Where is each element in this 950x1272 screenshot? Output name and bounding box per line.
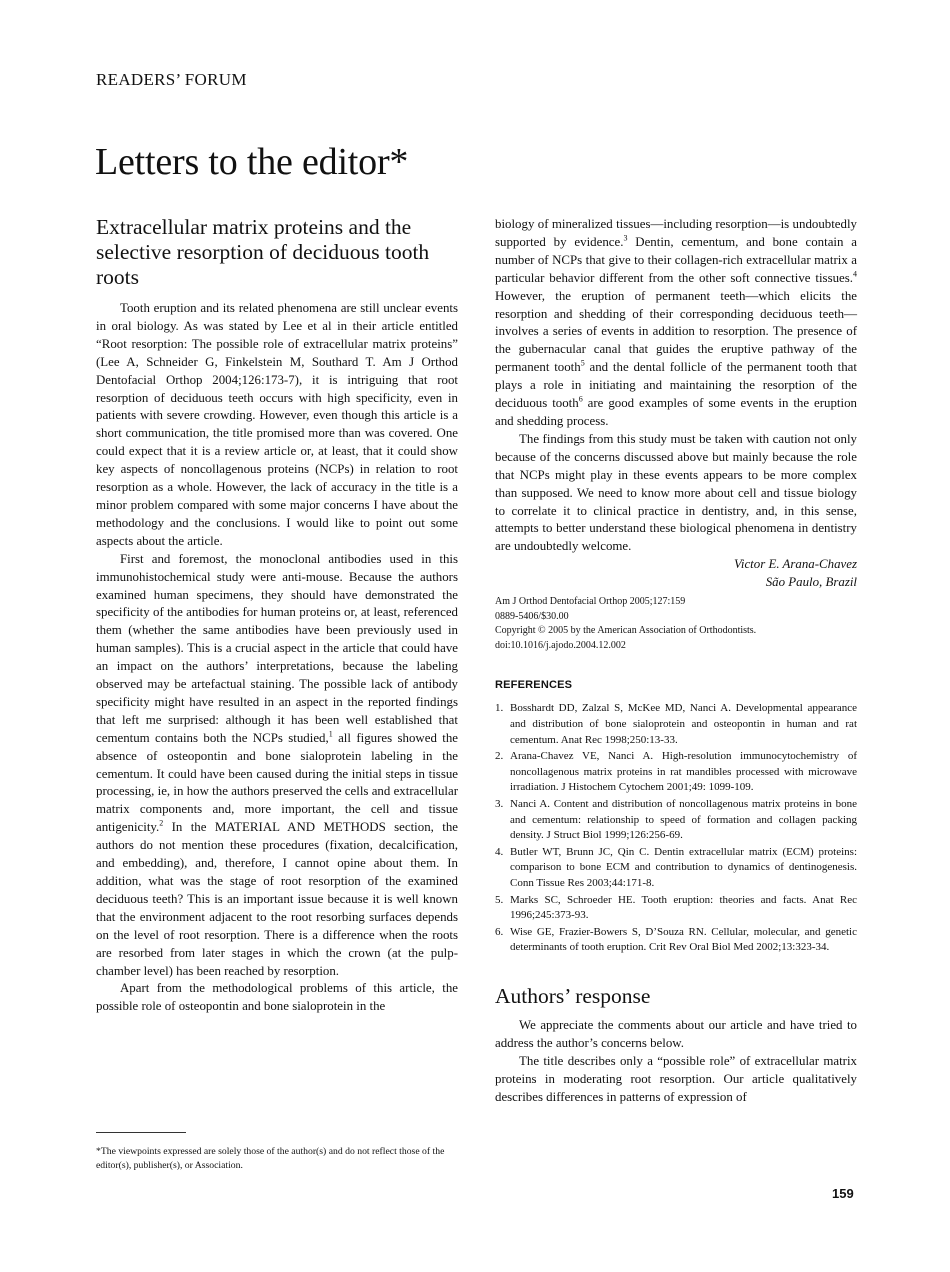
left-column	[96, 215, 458, 1016]
letter-paragraph-4-part-b: Dentin, cementum, and bone contain a number of NCPs that give to their collagen-rich extracellular matrix a particular behavior different from the other soft connective tissues.	[495, 234, 858, 285]
citation-1: 1	[328, 729, 333, 739]
author-location: São Paulo, Brazil	[765, 575, 857, 590]
letter-paragraph-4-part-a: biology of mineralized tissues—including resorption—is undoubtedly supported by evidence.	[495, 217, 857, 249]
article-title: Extracellular matrix proteins and the selective resorption of deciduous tooth roots	[96, 215, 430, 289]
letter-paragraph-2-part-a: First and foremost, the monoclonal antibodies used in this immunohistochemical study were anti-mouse. Because the authors examined human specimens, they should have demonstrated the specificity of the antibodies for human proteins or, at least, referenced them (whether the same antibodies have been previously used in human samples). This is a crucial aspect in the article that could have an impact on the authors’ interpretations, because the labeling observed may be artefactual staining. The possible lack of antibody specificity might have resulted in an aspect in the reported findings that left me surprised: although it has been well established that cementum contains both the NCPs studied,	[96, 551, 458, 745]
letter-paragraph-4-part-c: However, the eruption of permanent teeth—which elicits the resorption and shedding of their corresponding deciduous teeth—involves a series of events in addition to resorption. The presence of the gubernacular canal that guides the eruptive pathway of the permanent tooth	[495, 288, 857, 375]
reference-item	[495, 701, 857, 748]
letter-paragraph-1: Tooth eruption and its related phenomena are still unclear events in oral biology. As was stated by Lee et al in their article entitled “Root resorption: The possible role of extracellular matrix proteins” (Lee A, Schneider G, Finkelstein M, Southard T. Am J Orthod Dentofacial Orthop 2004;126:173-7), it is intriguing that root resorption of deciduous teeth occurs with high specificity, even in patients with severe crowding. However, even though this article is a short communication, the title promised more than was covered. One could expect that it is a review article or, at least, that it could show key aspects of noncollagenous proteins (NCPs) in relation to root resorption as a whole. However, the lack of accuracy in the title is a minor problem compared with some major concerns I have about the methodology and the conclusions. I would like to point out some aspects about the article.	[96, 301, 458, 548]
citation-3: 3	[623, 233, 628, 243]
references-heading: REFERENCES	[495, 679, 573, 692]
reference-text: Wise GE, Frazier-Bowers S, D’Souza RN. Cellular, molecular, and genetic determinants of tooth eruption. Crit Rev Oral Biol Med 2002;13:323-34.	[510, 925, 857, 954]
letter-paragraph-2	[96, 551, 458, 981]
journal-citation: Am J Orthod Dentofacial Orthop 2005;127:159	[495, 596, 686, 608]
references-list	[495, 701, 857, 956]
letter-paragraph-4	[495, 216, 857, 431]
reference-item	[495, 797, 857, 844]
citation-4: 4	[853, 269, 857, 279]
right-column	[495, 216, 857, 1106]
response-title: Authors’ response	[495, 983, 651, 1008]
reference-text: Marks SC, Schroeder HE. Tooth eruption: theories and facts. Anat Rec 1996;245:373-93.	[510, 893, 857, 922]
reference-number: 1.	[495, 702, 504, 715]
citation-5: 5	[580, 358, 585, 368]
reference-item	[495, 893, 857, 924]
reference-number: 5.	[495, 893, 504, 906]
reference-text: Nanci A. Content and distribution of noncollagenous matrix proteins in bone and cementum: relationship to speed of formation and collagen packing density. J Struct Biol 1999;126:256-69.	[510, 797, 857, 842]
reference-item	[495, 925, 857, 956]
footnote-rule	[96, 1132, 186, 1133]
reference-text: Butler WT, Brunn JC, Qin C. Dentin extracellular matrix (ECM) proteins: comparison to bone ECM and contribution to dynamics of dentinogenesis. Conn Tissue Res 2003;44:171-8.	[510, 845, 857, 889]
copyright: Copyright © 2005 by the American Association of Orthodontists.	[495, 625, 757, 637]
author-name: Victor E. Arana-Chavez	[733, 557, 857, 572]
section-label: READERS’ FORUM	[96, 70, 247, 89]
page-number: 159	[832, 1186, 854, 1201]
letter-paragraph-5: The findings from this study must be taken with caution not only because of the concerns discussed above but mainly because the role that NCPs might play in these events appears to be more complex than supposed. We need to know more about cell and tissue biology to correlate it to clinical practice in dentistry, and, in this sense, attempts to better understand these biological phenomena in dentistry are undoubtedly welcome.	[495, 431, 857, 554]
page-title: Letters to the editor*	[95, 141, 409, 183]
reference-item	[495, 749, 857, 796]
doi: doi:10.1016/j.ajodo.2004.12.002	[495, 639, 626, 651]
footnote: *The viewpoints expressed are solely those of the author(s) and do not reflect those of the editor(s), publisher(s), or Association.	[96, 1146, 445, 1171]
reference-number: 3.	[495, 797, 504, 810]
letter-paragraph-4-part-e: are good examples of some events in the eruption and shedding process.	[495, 396, 857, 428]
reference-number: 2.	[495, 750, 504, 763]
reference-number: 6.	[495, 925, 504, 938]
reference-number: 4.	[495, 845, 504, 858]
response-paragraph-2: The title describes only a “possible role” of extracellular matrix proteins in moderating root resorption. Our article qualitatively describes differences in patterns of expression of	[495, 1053, 857, 1104]
letter-paragraph-3: Apart from the methodological problems of this article, the possible role of osteopontin and bone sialoprotein in the	[96, 981, 458, 1014]
reference-text: Arana-Chavez VE, Nanci A. High-resolution immunocytochemistry of noncollagenous matrix proteins in rat mandibles processed with microwave irradiation. J Histochem Cytochem 2001;49: 1099-109.	[510, 750, 857, 794]
reference-item	[495, 845, 857, 892]
reference-text: Bosshardt DD, Zalzal S, McKee MD, Nanci A. Developmental appearance and distribution of bone sialoprotein and osteopontin in human and rat cementum. Anat Rec 1998;250:13-33.	[510, 702, 857, 746]
citation-6: 6	[578, 394, 583, 404]
letter-paragraph-2-part-c: In the MATERIAL AND METHODS section, the authors do not mention these procedures (fixation, decalcification, and embedding), and, therefore, I cannot opine about them. In addition, what was the stage of root resorption of the examined deciduous teeth? This is an important issue because it is well known that the environment adjacent to the root resorbing surfaces depends on the level of root resorption. There is a difference when the roots are resorbed from later stages in which the crown (at the pulp-chamber level) has been reached by resorption.	[96, 820, 458, 978]
letter-paragraph-2-part-b: all figures showed the absence of osteopontin and bone sialoprotein labeling in the cementum. It could have been caused during the initial steps in tissue processing, ie, in how the authors preserved the cells and extracellular matrix components and, more important, the cell and tissue antigenicity.	[96, 730, 459, 835]
citation-2: 2	[159, 818, 164, 828]
response-paragraph-1: We appreciate the comments about our article and have tried to address the author’s concerns below.	[495, 1017, 857, 1050]
letter-paragraph-4-part-d: and the dental follicle of the permanent tooth that plays a role in initiating and maintaining the resorption of the deciduous tooth	[495, 360, 857, 411]
issn-price: 0889-5406/$30.00	[495, 610, 569, 622]
citation-info	[495, 595, 857, 653]
